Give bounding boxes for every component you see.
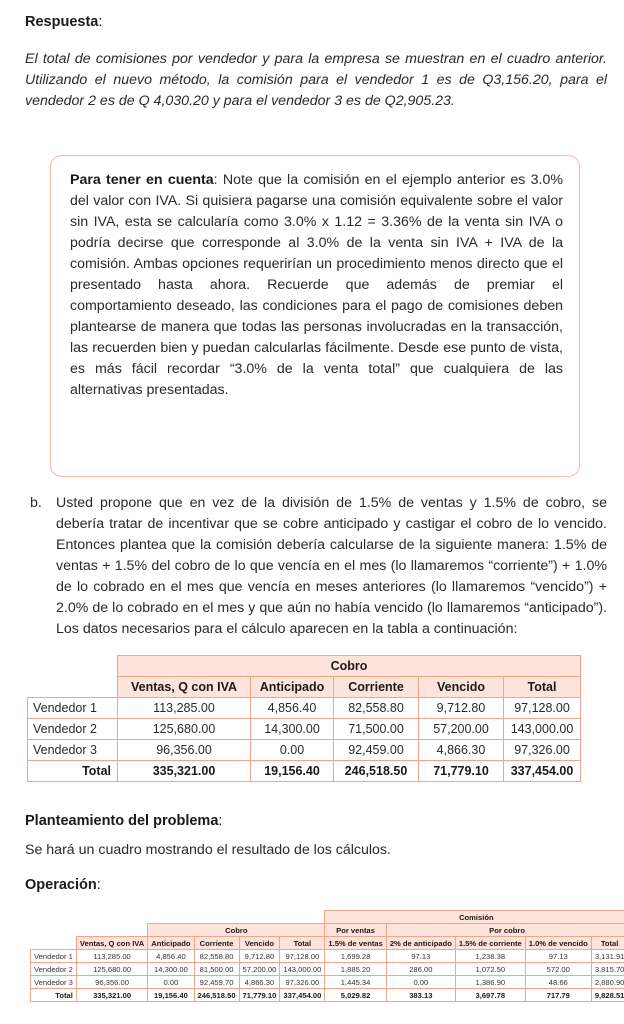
table-group-header-row [31, 911, 624, 924]
table-cell: 572.00 [525, 963, 591, 976]
row-label: Vendedor 3 [28, 740, 118, 761]
table-cell: 9,712.80 [239, 950, 280, 963]
table-header-row [31, 937, 624, 950]
table-row [31, 950, 624, 963]
respuesta-paragraph: El total de comisiones por vendedor y para la empresa se muestran en el cuadro anterior. Utilizando el nuevo método, la comisión para el vendedor 1 es de Q3,156.20, para el vendedor 2 es de Q 4,030.20 y para el vendedor 3 es de Q2,905.23. [25, 51, 607, 109]
row-label: Vendedor 1 [31, 950, 77, 963]
table-cell: 246,518.50 [194, 989, 239, 1002]
column-header: Ventas, Q con IVA [118, 677, 251, 698]
cobro-group-header: Cobro [118, 656, 581, 677]
table-cell: 96,356.00 [76, 976, 147, 989]
total-label: Total [31, 989, 77, 1002]
note-colon: : [213, 172, 218, 188]
column-header: 1.5% de corriente [455, 937, 525, 950]
planteamiento-text: Se hará un cuadro mostrando el resultado de los cálculos. [25, 842, 391, 858]
planteamiento-colon: : [218, 813, 223, 829]
table-row [31, 976, 624, 989]
por-cobro-header: Por cobro [386, 924, 624, 937]
table-cell: 1,072.50 [455, 963, 525, 976]
table-cell: 96,356.00 [118, 740, 251, 761]
planteamiento-heading-text: Planteamiento del problema [25, 813, 219, 829]
blank-cell [28, 656, 118, 677]
blank-cell [76, 924, 147, 937]
table-cell: 57,200.00 [239, 963, 280, 976]
table-cell: 335,321.00 [118, 761, 251, 782]
column-header: Anticipado [251, 677, 334, 698]
table-cell: 2,880.90 [591, 976, 624, 989]
table-cell: 1,238.38 [455, 950, 525, 963]
table-cell: 0.00 [386, 976, 455, 989]
column-header: 2% de anticipado [386, 937, 455, 950]
table-cell: 4,866.30 [239, 976, 280, 989]
blank-cell [148, 911, 325, 924]
row-label: Vendedor 2 [31, 963, 77, 976]
table-cell: 9,712.80 [419, 698, 504, 719]
respuesta-heading [25, 14, 102, 30]
table-cell: 383.13 [386, 989, 455, 1002]
table-total-row [31, 989, 624, 1002]
table-cell: 337,454.00 [280, 989, 325, 1002]
blank-cell [31, 924, 77, 937]
table-header-row [28, 677, 581, 698]
table-cell: 1,445.34 [325, 976, 386, 989]
row-label: Vendedor 1 [28, 698, 118, 719]
table-group-header-row [28, 656, 581, 677]
table-cell: 81,500.00 [194, 963, 239, 976]
table-cell: 71,500.00 [334, 719, 419, 740]
table-cell: 57,200.00 [419, 719, 504, 740]
table-cell: 125,680.00 [76, 963, 147, 976]
table-cell: 71,779.10 [239, 989, 280, 1002]
list-marker: b. [30, 495, 42, 511]
item-b-text: Usted propone que en vez de la división de 1.5% de ventas y 1.5% de cobro, se debería tratar de incentivar que se cobre anticipado y castigar el cobro de lo vencido. Entonces plantea que la comisión debería calcularse de la siguiente manera: 1.5% de ventas + 1.5% del cobro de lo que vencía en el mes (lo llamaremos “corriente”) + 1.0% de lo cobrado en el mes que vencía en meses anteriores (lo llamaremos “vencido”) + 2.0% de lo cobrado en el mes y que aún no había vencido (lo llamaremos “anticipado”). Los datos necesarios para el cálculo aparecen en la tabla a continuación: [56, 495, 607, 637]
blank-cell [28, 677, 118, 698]
table-cell: 92,459.70 [194, 976, 239, 989]
table-cell: 97,128.00 [280, 950, 325, 963]
operacion-heading [25, 877, 101, 893]
table-total-row [28, 761, 581, 782]
planteamiento-heading [25, 813, 222, 829]
respuesta-colon: : [98, 14, 103, 30]
blank-cell [76, 911, 147, 924]
operacion-colon: : [96, 877, 101, 893]
column-header: 1.0% de vencido [525, 937, 591, 950]
table-subgroup-header-row [31, 924, 624, 937]
table-cell: 125,680.00 [118, 719, 251, 740]
table-cell: 5,029.82 [325, 989, 386, 1002]
column-header: Total [280, 937, 325, 950]
table-cell: 3,697.78 [455, 989, 525, 1002]
column-header: Anticipado [148, 937, 194, 950]
table-cell: 337,454.00 [504, 761, 581, 782]
table-row [28, 740, 581, 761]
note-body: Note que la comisión en el ejemplo anterior es 3.0% del valor con IVA. Si quisiera pagarse una comisión equivalente sobre el valor sin IVA, esta se calcularía como 3.0% x 1.12 = 3.36% de la venta sin IVA o podría decirse que corresponde al 3.0% de la venta sin IVA + IVA de la comisión. Ambas opciones requerirían un procedimiento menos directo que el presentado hasta ahora. Recuerde que además de premiar el comportamiento deseado, las condiciones para el pago de comisiones deben plantearse de manera que todas las personas involucradas en la transacción, las recuerden bien y puedan calcularlas fácilmente. Desde ese punto de vista, es más fácil recordar “3.0% de la venta total” que cualquiera de las alternativas presentadas. [70, 172, 564, 398]
column-header: Corriente [334, 677, 419, 698]
row-label: Vendedor 2 [28, 719, 118, 740]
table-cell: 4,866.30 [419, 740, 504, 761]
respuesta-heading-text: Respuesta [25, 14, 99, 30]
table-cell: 82,558.80 [194, 950, 239, 963]
table-cell: 14,300.00 [148, 963, 194, 976]
item-b [25, 493, 607, 640]
table-cell: 286.00 [386, 963, 455, 976]
table-cell: 82,558.80 [334, 698, 419, 719]
note-title: Para tener en cuenta [70, 172, 214, 188]
table-cell: 143,000.00 [280, 963, 325, 976]
row-label: Vendedor 3 [31, 976, 77, 989]
table-cell: 113,285.00 [76, 950, 147, 963]
por-ventas-header: Por ventas [325, 924, 386, 937]
table-cell: 97.13 [525, 950, 591, 963]
table-row [31, 963, 624, 976]
table-cell: 0.00 [148, 976, 194, 989]
blank-cell [31, 937, 77, 950]
total-label: Total [28, 761, 118, 782]
table-cell: 14,300.00 [251, 719, 334, 740]
table-cell: 1,699.28 [325, 950, 386, 963]
blank-cell [31, 911, 77, 924]
table-cell: 3,815.70 [591, 963, 624, 976]
table-cell: 92,459.00 [334, 740, 419, 761]
table-cell: 19,156.40 [148, 989, 194, 1002]
table-cell: 97,128.00 [504, 698, 581, 719]
cobro-group-header: Cobro [148, 924, 325, 937]
column-header: Total [504, 677, 581, 698]
table-cell: 113,285.00 [118, 698, 251, 719]
table-cell: 97.13 [386, 950, 455, 963]
operacion-heading-text: Operación [25, 877, 97, 893]
table-cell: 0.00 [251, 740, 334, 761]
operation-table [30, 910, 624, 1002]
table-cell: 97,326.00 [280, 976, 325, 989]
column-header: Total [591, 937, 624, 950]
table-cell: 3,131.91 [591, 950, 624, 963]
table-cell: 1,885.20 [325, 963, 386, 976]
table-cell: 9,828.51 [591, 989, 624, 1002]
table-cell: 335,321.00 [76, 989, 147, 1002]
column-header: 1.5% de ventas [325, 937, 386, 950]
table-cell: 71,779.10 [419, 761, 504, 782]
table-row [28, 698, 581, 719]
table-cell: 246,518.50 [334, 761, 419, 782]
comision-group-header: Comisión [325, 911, 624, 924]
table-cell: 1,386.90 [455, 976, 525, 989]
column-header: Corriente [194, 937, 239, 950]
table-row [28, 719, 581, 740]
table-cell: 19,156.40 [251, 761, 334, 782]
table-cell: 717.79 [525, 989, 591, 1002]
data-table [27, 655, 581, 782]
column-header: Vencido [419, 677, 504, 698]
column-header: Vencido [239, 937, 280, 950]
column-header: Ventas, Q con IVA [76, 937, 147, 950]
table-cell: 143,000.00 [504, 719, 581, 740]
table-cell: 48.66 [525, 976, 591, 989]
table-cell: 4,856.40 [251, 698, 334, 719]
table-cell: 97,326.00 [504, 740, 581, 761]
table-cell: 4,856.40 [148, 950, 194, 963]
note-text [70, 170, 563, 401]
